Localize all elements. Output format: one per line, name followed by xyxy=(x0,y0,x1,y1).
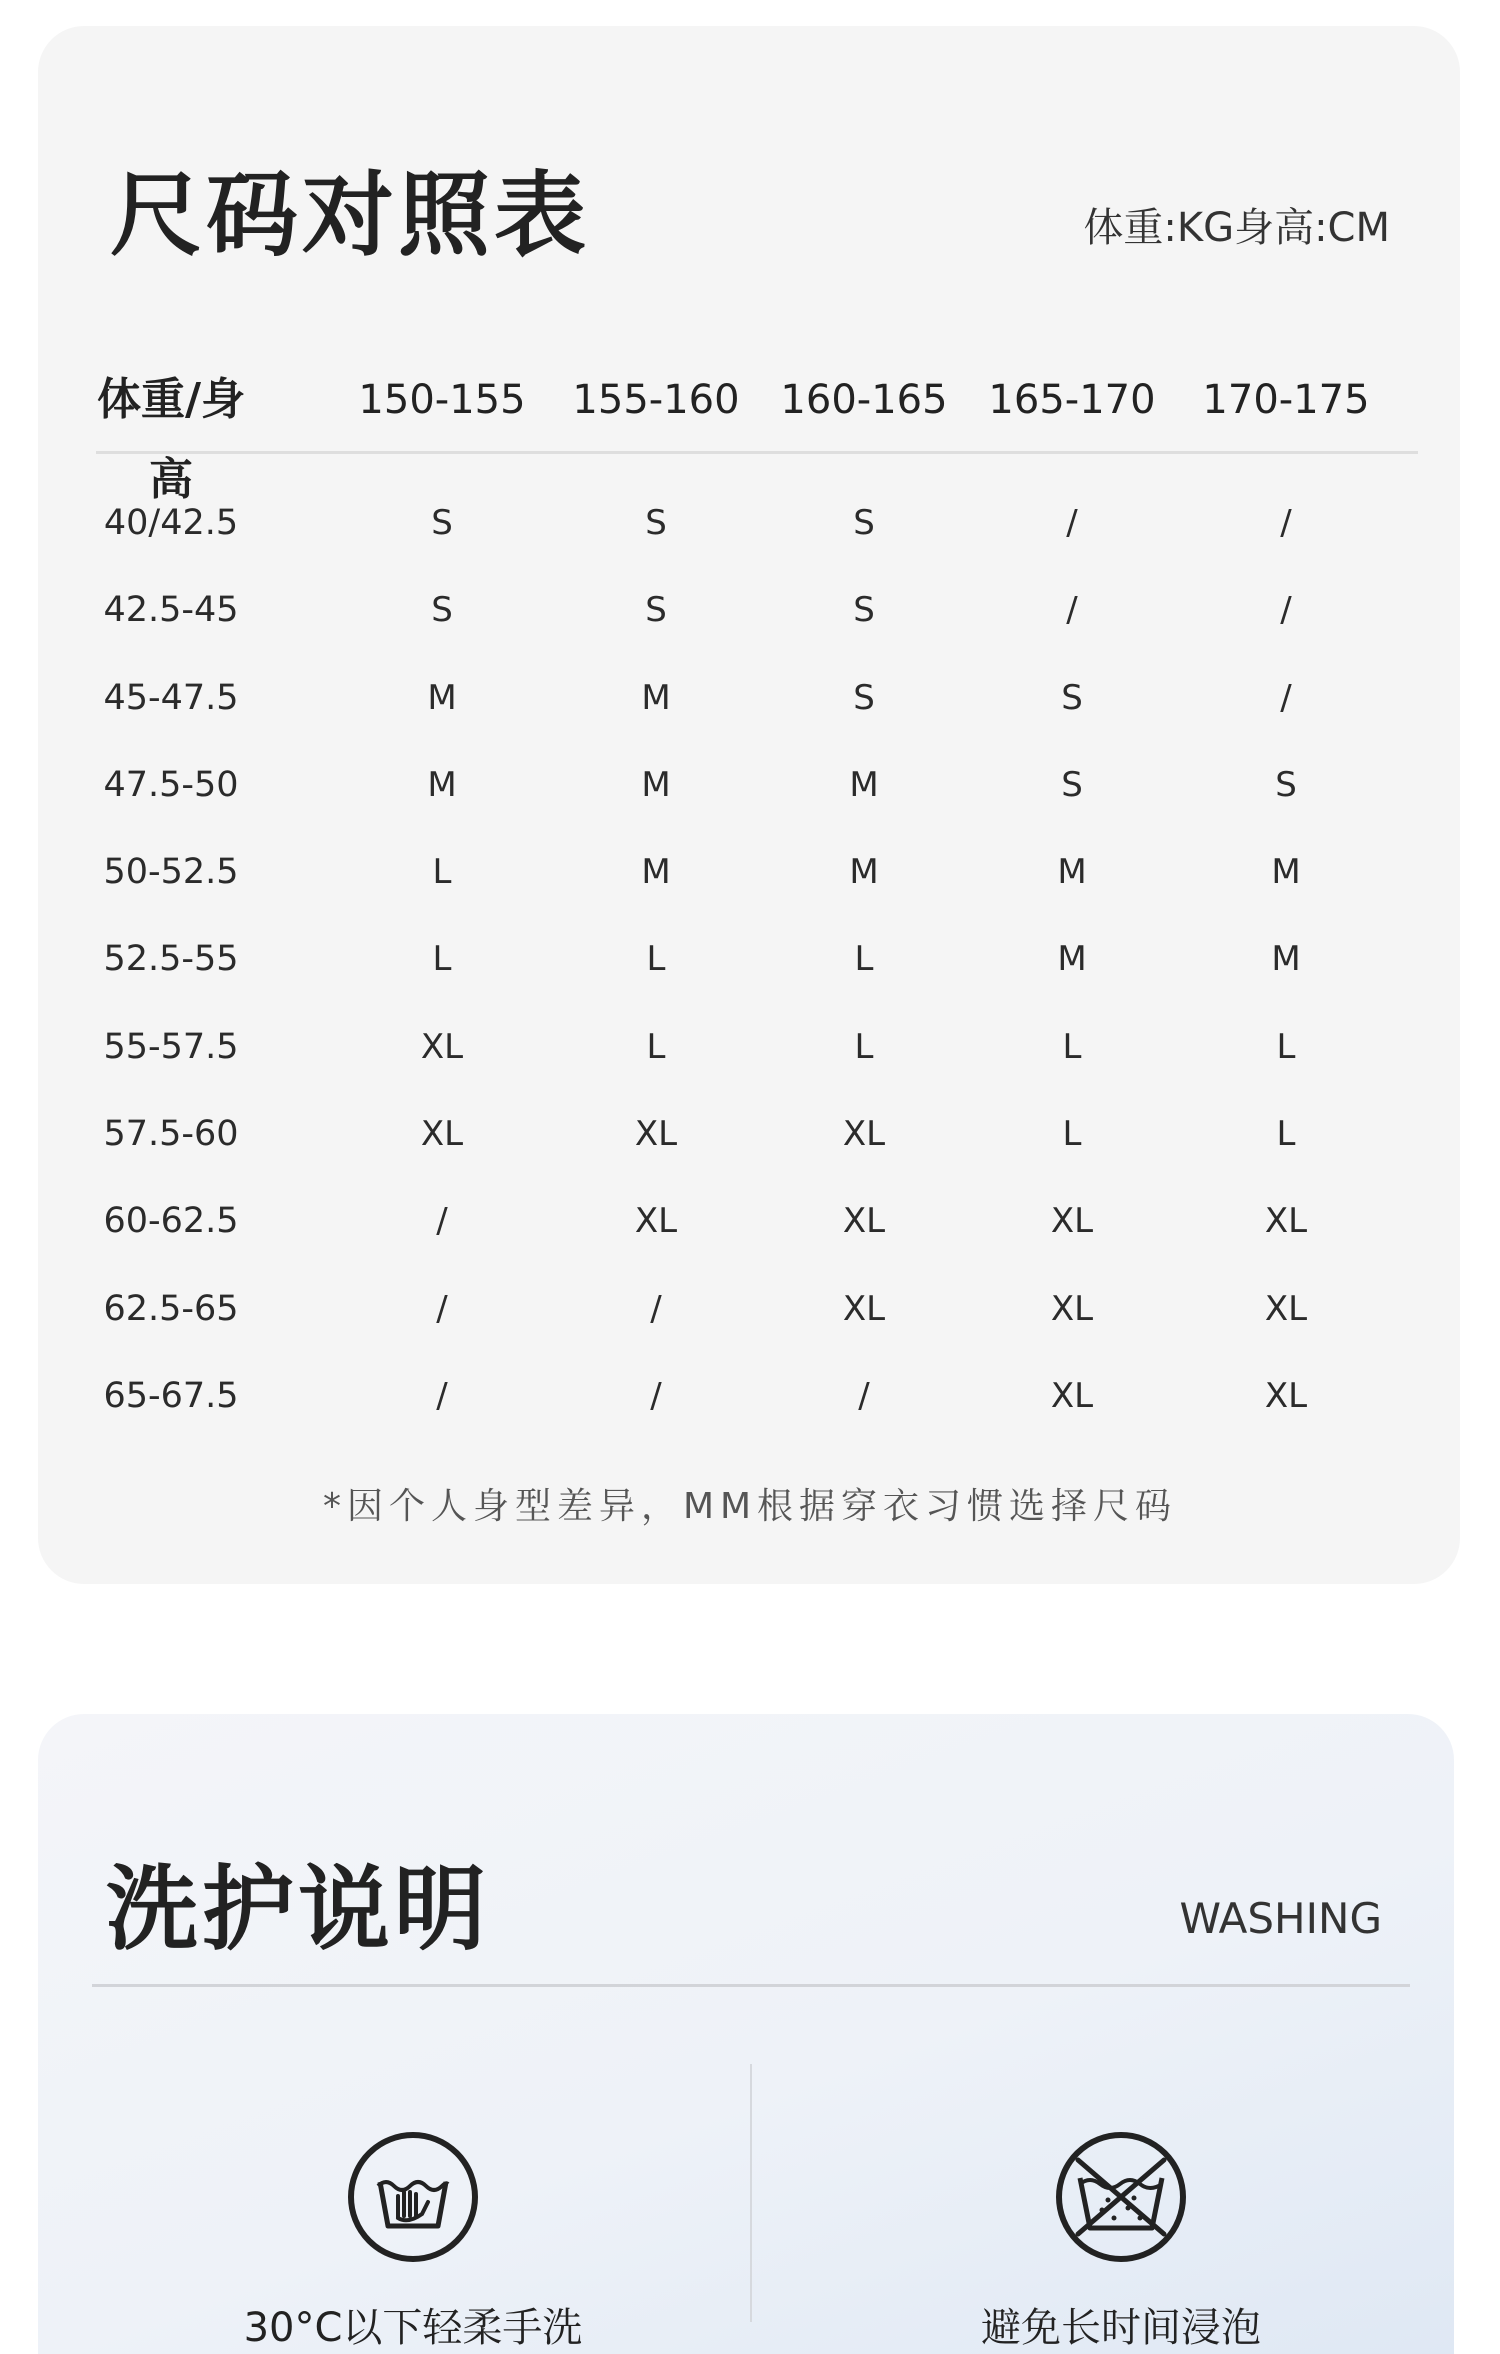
size-cell: / xyxy=(436,1288,448,1329)
weight-range-cell: 62.5-65 xyxy=(103,1288,239,1329)
size-cell: M xyxy=(641,852,671,893)
table-row xyxy=(96,1266,1418,1353)
weight-range-cell: 50-52.5 xyxy=(103,852,239,893)
table-row xyxy=(96,742,1418,829)
table-row xyxy=(96,829,1418,916)
size-cell: XL xyxy=(842,1201,886,1242)
size-cell: / xyxy=(436,1375,448,1416)
size-cell: XL xyxy=(1050,1288,1094,1329)
table-row xyxy=(96,655,1418,742)
size-cell: XL xyxy=(1264,1201,1308,1242)
size-cell: XL xyxy=(842,1288,886,1329)
size-cell: L xyxy=(432,852,452,893)
table-row xyxy=(96,567,1418,654)
size-cell: S xyxy=(645,590,667,631)
weight-range-cell: 47.5-50 xyxy=(103,764,239,805)
table-row xyxy=(96,916,1418,1003)
care-card xyxy=(38,1714,1454,2354)
size-cell: XL xyxy=(1050,1201,1094,1242)
size-cell: / xyxy=(650,1288,662,1329)
weight-range-cell: 45-47.5 xyxy=(103,677,239,718)
size-cell: L xyxy=(432,939,452,980)
size-chart-note: *因个人身型差异，MM根据穿衣习惯选择尺码 xyxy=(322,1486,1178,1527)
weight-range-cell: 60-62.5 xyxy=(103,1201,239,1242)
size-cell: M xyxy=(1271,852,1301,893)
size-chart-unit-label: 体重:KG身高:CM xyxy=(1083,205,1390,251)
care-subtitle: WASHING xyxy=(1179,1894,1382,1943)
size-cell: M xyxy=(1271,939,1301,980)
size-cell: S xyxy=(1275,764,1297,805)
header-cell-height-range: 160-165 xyxy=(780,377,948,423)
care-label-hand-wash: 30°C以下轻柔手洗 xyxy=(243,2305,583,2351)
size-cell: L xyxy=(1276,1026,1296,1067)
table-row xyxy=(96,1178,1418,1265)
care-divider-line xyxy=(92,1984,1410,1987)
size-cell: XL xyxy=(1264,1288,1308,1329)
size-cell: L xyxy=(854,939,874,980)
size-cell: M xyxy=(1057,852,1087,893)
size-cell: XL xyxy=(842,1114,886,1155)
size-cell: XL xyxy=(634,1114,678,1155)
size-cell: M xyxy=(849,852,879,893)
header-cell-height-range: 150-155 xyxy=(358,377,526,423)
size-cell: S xyxy=(1061,677,1083,718)
weight-range-cell: 42.5-45 xyxy=(103,590,239,631)
header-cell-weight-height: 体重/身高 xyxy=(96,374,246,505)
size-cell: / xyxy=(1066,590,1078,631)
size-cell: L xyxy=(854,1026,874,1067)
care-column-divider xyxy=(750,2064,752,2322)
header-cell-height-range: 155-160 xyxy=(572,377,740,423)
size-chart-title: 尺码对照表 xyxy=(110,162,591,269)
size-cell: L xyxy=(646,1026,666,1067)
size-cell: S xyxy=(1061,764,1083,805)
care-label-no-soak: 避免长时间浸泡 xyxy=(981,2305,1261,2351)
size-cell: / xyxy=(1280,677,1292,718)
header-divider xyxy=(96,451,1418,454)
size-cell: L xyxy=(1062,1114,1082,1155)
size-table-header xyxy=(96,360,1418,505)
table-row xyxy=(96,1004,1418,1091)
size-cell: S xyxy=(853,503,875,543)
size-cell: M xyxy=(1057,939,1087,980)
size-cell: S xyxy=(853,677,875,718)
size-cell: / xyxy=(1280,503,1292,543)
size-cell: S xyxy=(431,590,453,631)
header-cell-height-range: 165-170 xyxy=(988,377,1156,423)
size-cell: / xyxy=(1066,503,1078,543)
size-cell: S xyxy=(431,503,453,543)
weight-range-cell: 55-57.5 xyxy=(103,1026,239,1067)
size-cell: L xyxy=(646,939,666,980)
size-cell: S xyxy=(645,503,667,543)
size-cell: XL xyxy=(1264,1375,1308,1416)
table-row xyxy=(96,1091,1418,1178)
weight-range-cell: 52.5-55 xyxy=(103,939,239,980)
size-cell: L xyxy=(1276,1114,1296,1155)
size-cell: / xyxy=(1280,590,1292,631)
size-cell: XL xyxy=(420,1026,464,1067)
size-cell: XL xyxy=(634,1201,678,1242)
size-cell: M xyxy=(849,764,879,805)
size-cell: M xyxy=(641,677,671,718)
weight-range-cell: 40/42.5 xyxy=(103,503,239,543)
size-cell: XL xyxy=(1050,1375,1094,1416)
size-cell: M xyxy=(641,764,671,805)
size-cell: XL xyxy=(420,1114,464,1155)
size-cell: / xyxy=(436,1201,448,1242)
hand-wash-icon xyxy=(346,2130,480,2264)
header-cell-height-range: 170-175 xyxy=(1202,377,1370,423)
weight-range-cell: 57.5-60 xyxy=(103,1114,239,1155)
table-row xyxy=(96,1353,1418,1440)
size-cell: M xyxy=(427,677,457,718)
care-title: 洗护说明 xyxy=(106,1856,491,1963)
no-soak-icon xyxy=(1054,2130,1188,2264)
size-cell: L xyxy=(1062,1026,1082,1067)
size-cell: S xyxy=(853,590,875,631)
weight-range-cell: 65-67.5 xyxy=(103,1375,239,1416)
size-table-body xyxy=(96,480,1418,1440)
size-cell: / xyxy=(858,1375,870,1416)
size-cell: M xyxy=(427,764,457,805)
table-row xyxy=(96,480,1418,567)
size-cell: / xyxy=(650,1375,662,1416)
